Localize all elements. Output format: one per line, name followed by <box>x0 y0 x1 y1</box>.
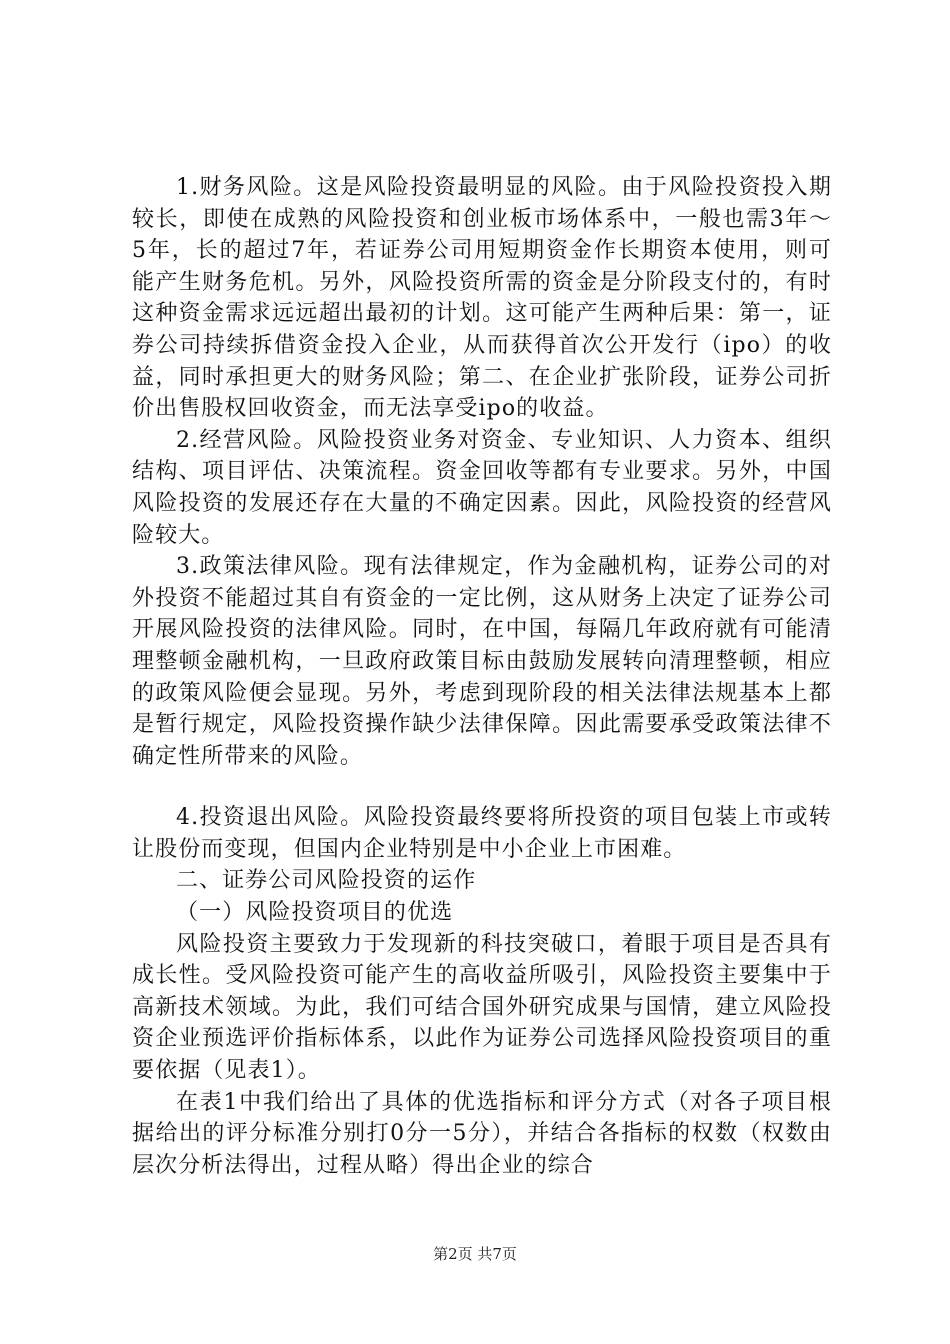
paragraph-policy-legal-risk: 3.政策法律风险。现有法律规定，作为金融机构，证券公司的对外投资不能超过其自有资金的一定比例，这从财务上决定了证券公司开展风险投资的法律风险。同时，在中国，每隔几年政府就有可能清理整顿金融机构，一旦政府政策目标由鼓励发展转向清理整顿，相应的政策风险便会显现。另外，考虑到现阶段的相关法律法规基本上都是暂行规定，风险投资操作缺少法律保障。因此需要承受政策法律不确定性所带来的风险。 <box>132 554 832 769</box>
paragraph-operating-risk: 2.经营风险。风险投资业务对资金、专业知识、人力资本、组织结构、项目评估、决策流程。资金回收等都有专业要求。另外，中国风险投资的发展还存在大量的不确定因素。因此，风险投资的经营风险较大。 <box>132 427 832 548</box>
paragraph-project-selection: 风险投资主要致力于发现新的科技突破口，着眼于项目是否具有成长性。受风险投资可能产生的高收益所吸引，风险投资主要集中于高新技术领域。为此，我们可结合国外研究成果与国情，建立风险投资企业预选评价指标体系，以此作为证券公司选择风险投资项目的重要依据（见表1）。 <box>132 931 832 1084</box>
paragraph-financial-risk: 1.财务风险。这是风险投资最明显的风险。由于风险投资投入期较长，即使在成熟的风险投资和创业板市场体系中，一般也需3年～5年，长的超过7年，若证券公司用短期资金作长期资本使用，则可能产生财务危机。另外，风险投资所需的资金是分阶段支付的，有时这种资金需求远远超出最初的计划。这可能产生两种后果：第一，证券公司持续拆借资金投入企业，从而获得首次公开发行（ipo）的收益，同时承担更大的财务风险；第二、在企业扩张阶段，证券公司折价出售股权回收资金，而无法享受ipo的收益。 <box>132 175 832 422</box>
section-heading: 二、证券公司风险投资的运作 <box>176 868 477 894</box>
paragraph-exit-risk: 4.投资退出风险。风险投资最终要将所投资的项目包装上市或转让股份而变现，但国内企业特别是中小企业上市困难。 <box>132 805 832 862</box>
paragraph-table-description: 在表1中我们给出了具体的优选指标和评分方式（对各子项目根据给出的评分标准分别打0分一5分），并结合各指标的权数（权数由层次分析法得出，过程从略）得出企业的综合 <box>132 1089 832 1178</box>
document-body <box>132 172 832 1181</box>
page-number-footer: 第2页 共7页 <box>433 1245 517 1263</box>
subsection-heading: （一）风险投资项目的优选 <box>176 900 454 926</box>
